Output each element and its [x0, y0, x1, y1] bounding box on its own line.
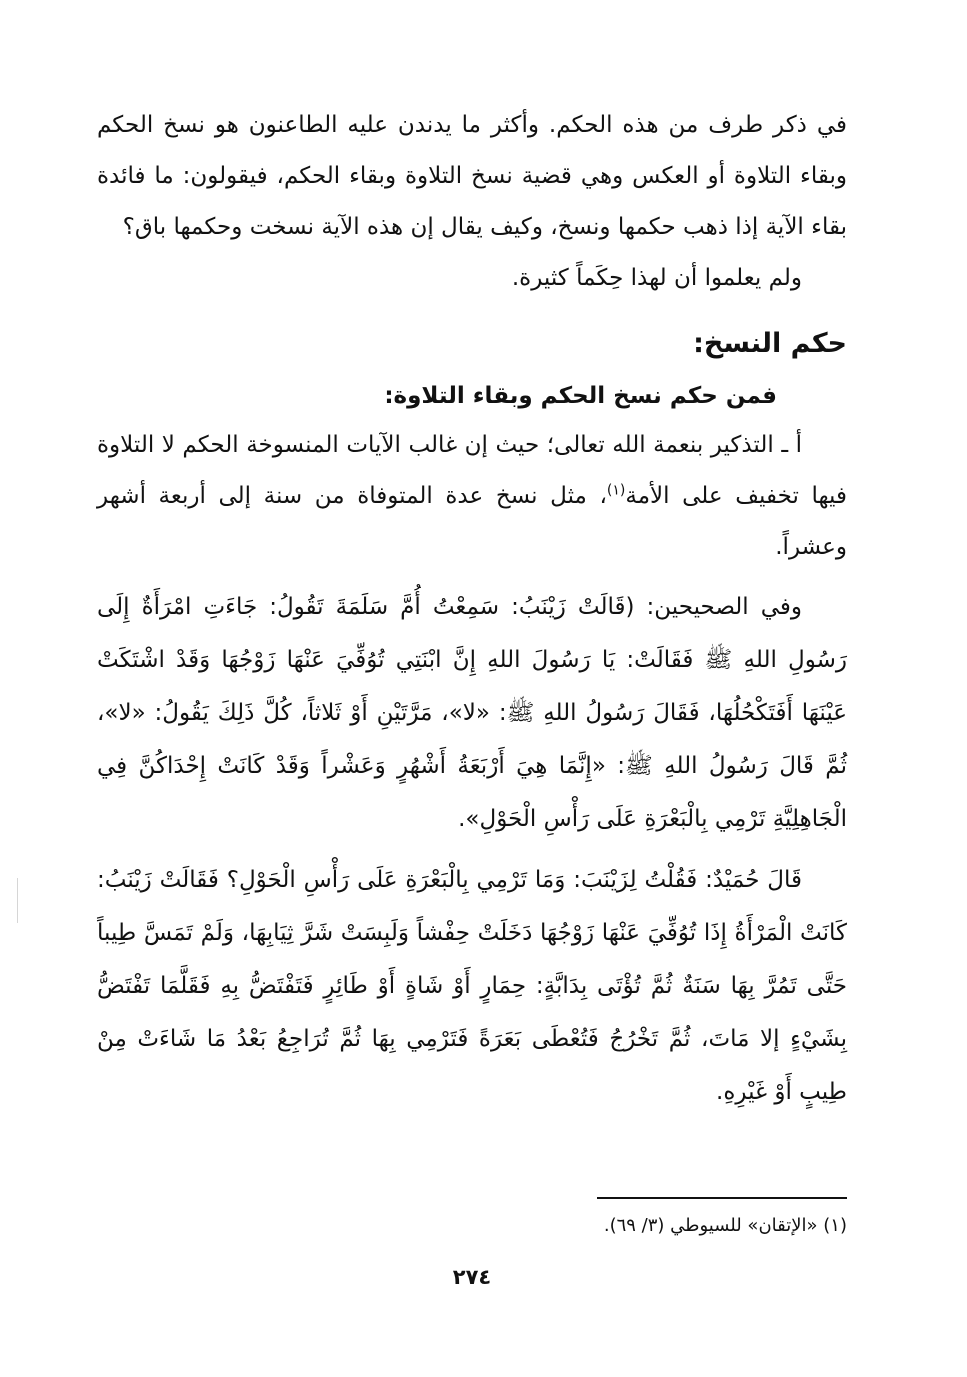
spacer [97, 304, 847, 316]
footnote-reference: (١) [606, 482, 626, 499]
book-page [97, 100, 847, 1330]
spacer [97, 846, 847, 854]
footnote: (١) «الإتقان» للسيوطي (٣/ ٦٩). [603, 1215, 847, 1236]
spacer [97, 573, 847, 581]
scan-edge-mark [17, 878, 18, 923]
footnote-separator [597, 1197, 847, 1199]
point-a-text: أ ـ التذكير بنعمة الله تعالى؛ حيث إن غالب الآيات المنسوخة الحكم لا التلاوة فيها تخفيف على الأمة [97, 432, 847, 509]
point-a-paragraph [97, 420, 847, 573]
section-heading: حكم النسخ: [693, 328, 847, 359]
hadith-explanation-paragraph: قَالَ حُمَيْدٌ: فَقُلْتُ لِزَيْنَبَ: وَمَا تَرْمِي بِالْبَعْرَةِ عَلَى رَأْسِ الْحَوْلِ؟ فَقَالَتْ زَيْنَبُ: كَانَتْ الْمَرْأَةُ إِذَا تُوُفِّيَ عَنْهَا زَوْجُهَا دَخَلَتْ حِفْشاً وَلَبِسَتْ شَرَّ ثِيَابِهَا، وَلَمْ تَمَسَّ طِيباً حَتَّى تَمُرَّ بِهَا سَنَةٌ ثُمَّ تُؤْتَى بِدَابَّةٍ: حِمَارٍ أَوْ شَاةٍ أَوْ طَائِرٍ فَتَفْتَضُّ بِهِ فَقَلَّمَا تَفْتَضُّ بِشَيْءٍ إلا مَاتَ، ثُمَّ تَخْرُجُ فَتُعْطَى بَعَرَةً فَتَرْمِي بِهَا ثُمَّ تُرَاجِعُ بَعْدُ مَا شَاءَتْ مِنْ طِيبٍ أَوْ غَيْرِهِ. [97, 867, 847, 1105]
section-subheading: فمن حكم نسخ الحكم وبقاء التلاوة: [384, 383, 777, 409]
page-number: ٢٧٤ [452, 1265, 492, 1289]
intro-closing-line: ولم يعلموا أن لهذا حِكَماً كثيرة. [511, 265, 802, 291]
intro-paragraph: في ذكر طرف من هذه الحكم. وأكثر ما يدندن عليه الطاعنون هو نسخ الحكم وبقاء التلاوة أو العكس وهي قضية نسخ التلاوة وبقاء الحكم، فيقولون: ما فائدة بقاء الآية إذا ذهب حكمها ونسخ، وكيف يقال إن هذه الآية نسخت وحكمها باق؟ [97, 112, 847, 240]
hadith-paragraph: وفي الصحيحين: (قَالَتْ زَيْنَبُ: سَمِعْتُ أُمَّ سَلَمَةَ تَقُولُ: جَاءَتِ امْرَأَةٌ إِلَى رَسُولِ اللهِ ﷺ فَقَالَتْ: يَا رَسُولَ اللهِ إِنَّ ابْنَتِي تُوُفِّيَ عَنْهَا زَوْجُهَا وَقَدْ اشْتَكَتْ عَيْنَهَا أَفَتَكْحُلُهَا، فَقَالَ رَسُولُ اللهِ ﷺ: «لا»، مَرَّتَيْنِ أَوْ ثَلاثاً، كُلَّ ذَلِكَ يَقُولُ: «لا»، ثُمَّ قَالَ رَسُولُ اللهِ ﷺ: «إِنَّمَا هِيَ أَرْبَعَةُ أَشْهُرٍ وَعَشْراً وَقَدْ كَانَتْ إِحْدَاكُنَّ فِي الْجَاهِلِيَّةِ تَرْمِي بِالْبَعْرَةِ عَلَى رَأْسِ الْحَوْلِ». [97, 594, 847, 832]
point-a-ending: ، مثل نسخ عدة المتوفاة من سنة إلى أربعة أشهر وعشراً. [97, 483, 847, 560]
